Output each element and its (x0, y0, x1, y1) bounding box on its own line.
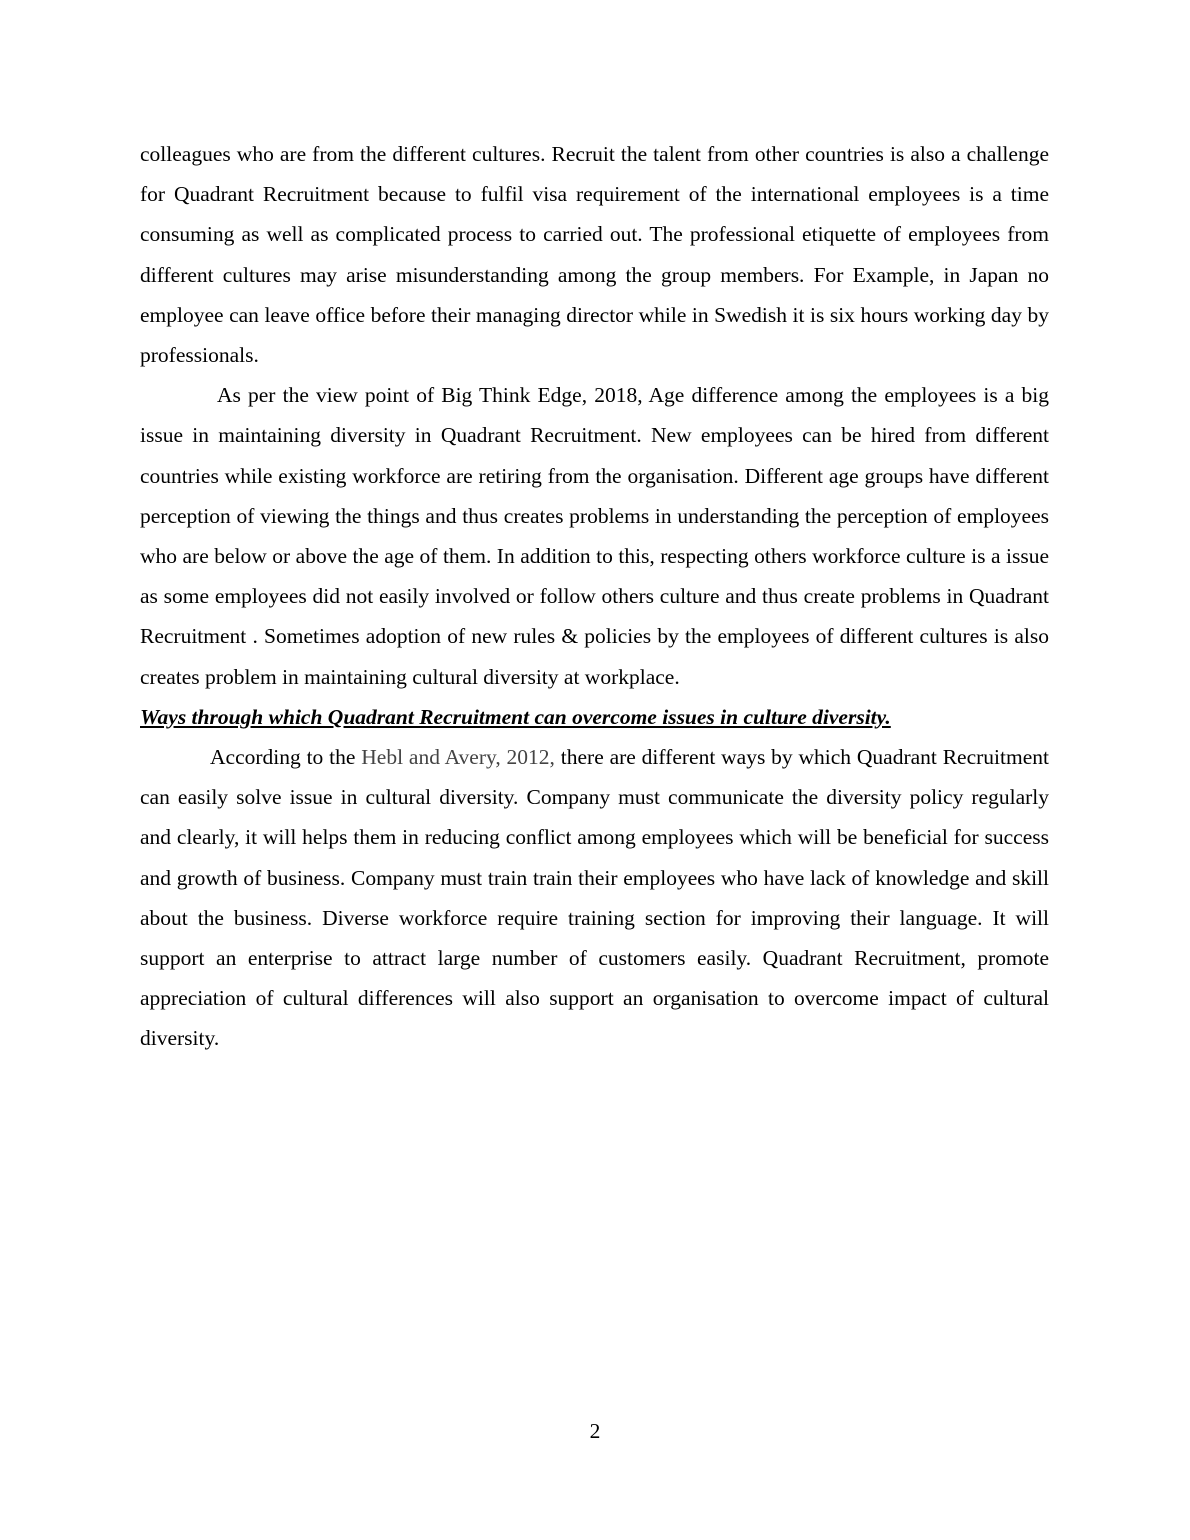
paragraph-age-difference: As per the view point of Big Think Edge, 2018, Age difference among the employees is a big issue in maintaining diversity in Quadrant Recruitment. New employees can be hired from different countries while existing workforce are retiring from the organisation. Different age groups have different perception of viewing the things and thus creates problems in understanding the perception of employees who are below or above the age of them. In addition to this, respecting others workforce culture is a issue as some employees did not easily involved or follow others culture and thus create problems in Quadrant Recruitment . Sometimes adoption of new rules & policies by the employees of different cultures is also creates problem in maintaining cultural diversity at workplace. (140, 383, 1049, 689)
paragraph-cultural-challenges: colleagues who are from the different cultures. Recruit the talent from other countries is also a challenge for Quadrant Recruitment because to fulfil visa requirement of the international employees is a time consuming as well as complicated process to carried out. The professional etiquette of employees from different cultures may arise misunderstanding among the group members. For Example, in Japan no employee can leave office before their managing director while in Swedish it is six hours working day by professionals. (140, 142, 1049, 368)
page-number: 2 (589, 1419, 601, 1443)
section-heading: Ways through which Quadrant Recruitment can overcome issues in culture diversity. (140, 704, 891, 729)
citation-text: Hebl and Avery, 2012, (361, 745, 555, 770)
paragraph-lead-text: According to the (210, 745, 362, 770)
paragraph-overcome-issues (140, 737, 1049, 1059)
document-body (140, 134, 1049, 1059)
paragraph-body-text: there are different ways by which Quadrant Recruitment can easily solve issue in cultural diversity. Company must communicate the diversity policy regularly and clearly, it will helps them in reducing conflict among employees which will be beneficial for success and growth of business. Company must train train their employees who have lack of knowledge and skill about the business. Diverse workforce require training section for improving their language. It will support an enterprise to attract large number of customers easily. Quadrant Recruitment, promote appreciation of cultural differences will also support an organisation to overcome impact of cultural diversity. (140, 745, 1049, 1051)
